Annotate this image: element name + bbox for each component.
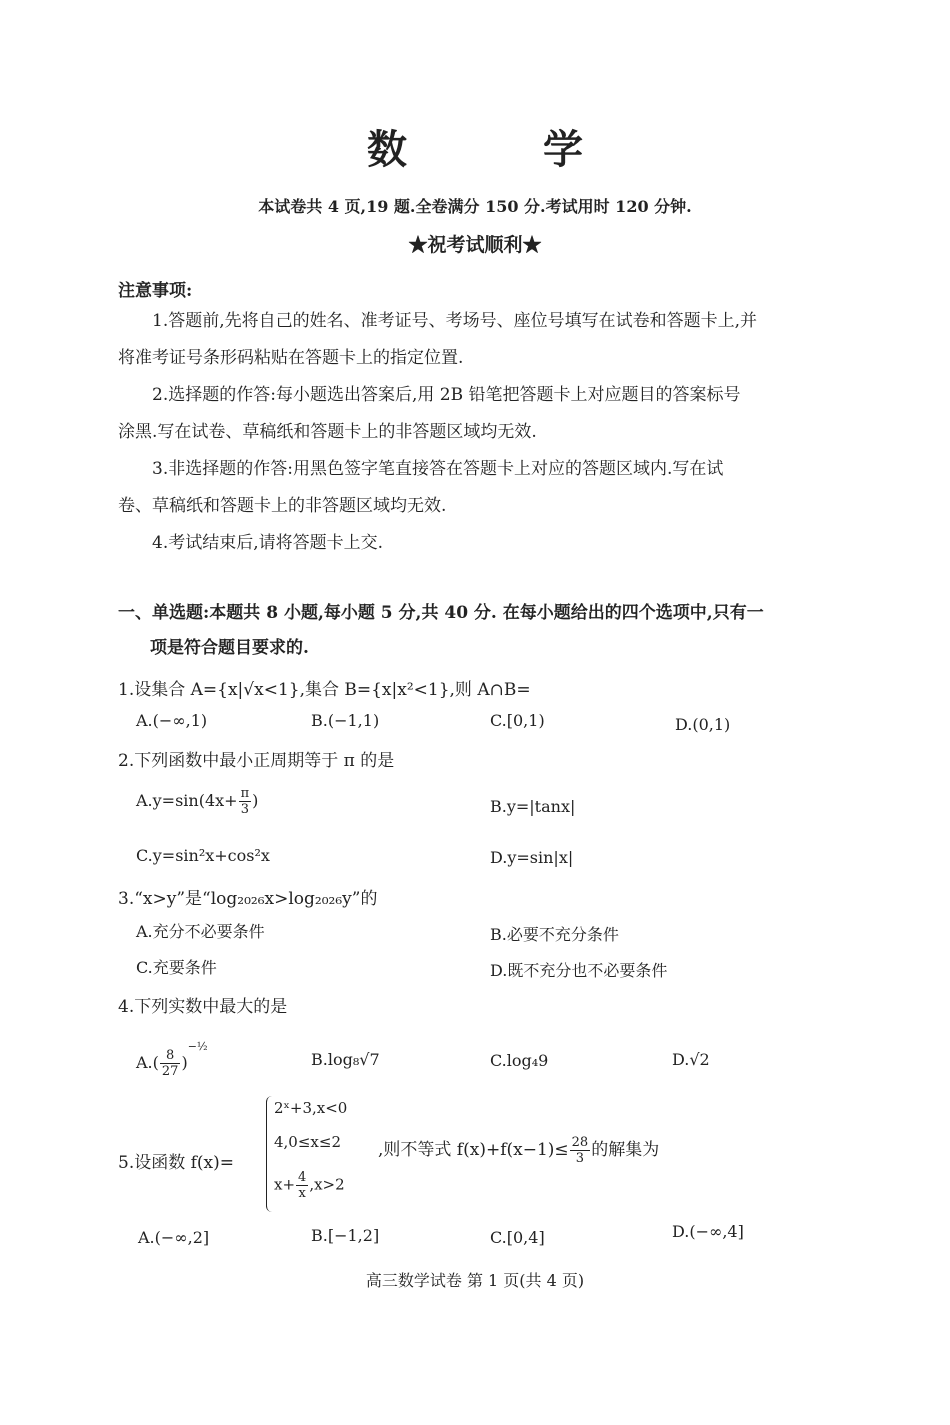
question-4-option-a bbox=[136, 1040, 208, 1079]
question-2-option-c: C.y=sin²x+cos²x bbox=[136, 846, 270, 865]
question-1-option-a: A.(−∞,1) bbox=[136, 711, 208, 730]
q4a-exponent: −½ bbox=[187, 1040, 208, 1053]
question-2-stem: 2.下列函数中最小正周期等于 π 的是 bbox=[118, 751, 395, 771]
exam-info: 本试卷共 4 页,19 题.全卷满分 150 分.考试用时 120 分钟. bbox=[258, 197, 692, 216]
piece-3 bbox=[274, 1170, 345, 1201]
piece-3-den: x bbox=[298, 1186, 306, 1201]
question-5-option-c: C.[0,4] bbox=[490, 1228, 545, 1247]
notice-2b: 涂黑.写在试卷、草稿纸和答题卡上的非答题区域均无效. bbox=[118, 422, 537, 442]
question-4-option-d: D.√2 bbox=[672, 1050, 710, 1069]
q2a-pre: A.y=sin(4x+ bbox=[136, 791, 238, 810]
q5-den: 3 bbox=[575, 1151, 585, 1166]
question-1-option-b: B.(−1,1) bbox=[311, 711, 380, 730]
piece-3-fraction bbox=[296, 1170, 308, 1201]
q5-num: 28 bbox=[571, 1135, 589, 1150]
question-1-option-d: D.(0,1) bbox=[675, 715, 731, 734]
question-4-option-c: C.log₄9 bbox=[490, 1051, 549, 1070]
notice-3a: 3.非选择题的作答:用黑色签字笔直接答在答题卡上对应的答题区域内.写在试 bbox=[152, 459, 724, 479]
piece-2: 4,0≤x≤2 bbox=[274, 1133, 341, 1151]
page-title: 数 学 bbox=[367, 127, 631, 173]
q2a-den: 3 bbox=[240, 802, 249, 817]
notice-3b: 卷、草稿纸和答题卡上的非答题区域均无效. bbox=[118, 496, 447, 516]
question-4-option-b: B.log₈√7 bbox=[311, 1050, 380, 1069]
question-5-stem-rest bbox=[378, 1135, 659, 1166]
question-5-option-a: A.(−∞,2] bbox=[138, 1228, 210, 1247]
question-3-option-b: B.必要不充分条件 bbox=[490, 925, 619, 944]
page-footer: 高三数学试卷 第 1 页(共 4 页) bbox=[365, 1271, 585, 1290]
question-5-option-b: B.[−1,2] bbox=[311, 1226, 380, 1245]
q2a-fraction bbox=[239, 786, 252, 817]
notice-header: 注意事项: bbox=[118, 281, 193, 301]
question-3-stem: 3.“x>y”是“log₂₀₂₆x>log₂₀₂₆y”的 bbox=[118, 889, 378, 909]
q5-stem-mid: ,则不等式 f(x)+f(x−1)≤ bbox=[378, 1140, 569, 1160]
section-1-heading: 一、单选题:本题共 8 小题,每小题 5 分,共 40 分. 在每小题给出的四个选项中,只有一 bbox=[118, 603, 764, 623]
notice-1a: 1.答题前,先将自己的姓名、准考证号、考场号、座位号填写在试卷和答题卡上,并 bbox=[152, 311, 758, 331]
notice-4: 4.考试结束后,请将答题卡上交. bbox=[152, 533, 384, 553]
section-1-heading-cont: 项是符合题目要求的. bbox=[150, 638, 309, 658]
piece-3-pre: x+ bbox=[274, 1175, 296, 1194]
question-1-option-c: C.[0,1) bbox=[490, 711, 545, 730]
wish-banner: ★祝考试顺利★ bbox=[408, 234, 542, 256]
q2a-post: ) bbox=[252, 791, 259, 810]
question-3-option-a: A.充分不必要条件 bbox=[136, 922, 265, 941]
piece-3-num: 4 bbox=[298, 1170, 307, 1185]
question-2-option-d: D.y=sin|x| bbox=[490, 848, 574, 867]
piece-1: 2ˣ+3,x<0 bbox=[274, 1099, 348, 1117]
question-1-stem: 1.设集合 A={x|√x<1},集合 B={x|x²<1},则 A∩B= bbox=[118, 680, 531, 700]
q4a-num: 8 bbox=[160, 1048, 181, 1064]
question-3-option-c: C.充要条件 bbox=[136, 958, 217, 977]
q4a-pre: A.( bbox=[136, 1053, 159, 1072]
notice-1b: 将准考证号条形码粘贴在答题卡上的指定位置. bbox=[118, 348, 464, 368]
q4a-fraction bbox=[160, 1048, 181, 1079]
q4a-den: 27 bbox=[161, 1064, 179, 1079]
notice-2a: 2.选择题的作答:每小题选出答案后,用 2B 铅笔把答题卡上对应题目的答案标号 bbox=[152, 385, 741, 405]
question-5-option-d: D.(−∞,4] bbox=[672, 1222, 744, 1241]
q5-fraction bbox=[570, 1135, 591, 1166]
question-2-option-a bbox=[136, 786, 258, 817]
question-2-option-b: B.y=|tanx| bbox=[490, 797, 576, 816]
q2a-num: π bbox=[240, 786, 250, 801]
piece-3-post: ,x>2 bbox=[309, 1175, 345, 1194]
question-3-option-d: D.既不充分也不必要条件 bbox=[490, 961, 668, 980]
question-4-stem: 4.下列实数中最大的是 bbox=[118, 997, 288, 1017]
q4a-post: ) bbox=[181, 1053, 188, 1072]
q5-stem-post: 的解集为 bbox=[591, 1140, 660, 1160]
question-5-stem-pre: 5.设函数 f(x)= bbox=[118, 1153, 235, 1173]
